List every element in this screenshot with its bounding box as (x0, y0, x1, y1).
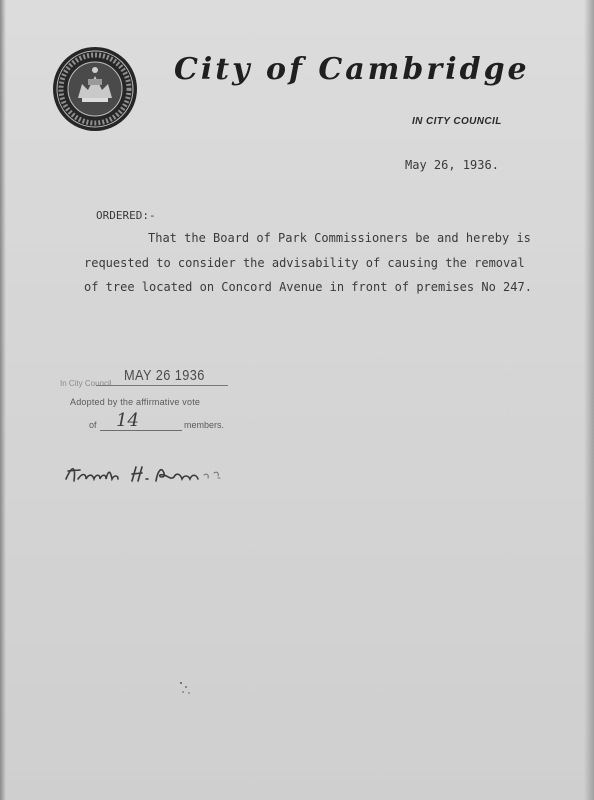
body-line-3: of tree located on Concord Avenue in front of premises No 247. (84, 280, 532, 294)
members-label: members. (184, 420, 225, 430)
letterhead-title: City of Cambridge (174, 52, 530, 87)
body-line-1: That the Board of Park Commissioners be and hereby is (148, 231, 531, 245)
city-seal-icon (52, 46, 138, 132)
count-underline (100, 430, 182, 431)
body-line-2: requested to consider the advisability of causing the removal (84, 256, 525, 270)
ink-specks (176, 678, 196, 698)
member-count: 14 (116, 410, 139, 431)
letterhead-subtitle: IN CITY COUNCIL (412, 116, 502, 127)
document-date: May 26, 1936. (405, 158, 499, 172)
stamp-date: MAY 26 1936 (124, 367, 205, 384)
stamp-underline (96, 385, 228, 386)
page-left-edge (0, 0, 6, 800)
page-right-edge (584, 0, 594, 800)
of-label: of (89, 420, 97, 430)
ordered-label: ORDERED:- (96, 209, 156, 222)
adopted-text: Adopted by the affirmative vote (70, 397, 201, 407)
stamp-prefix-faded: In City Council (60, 379, 112, 388)
signature-icon (62, 459, 232, 489)
